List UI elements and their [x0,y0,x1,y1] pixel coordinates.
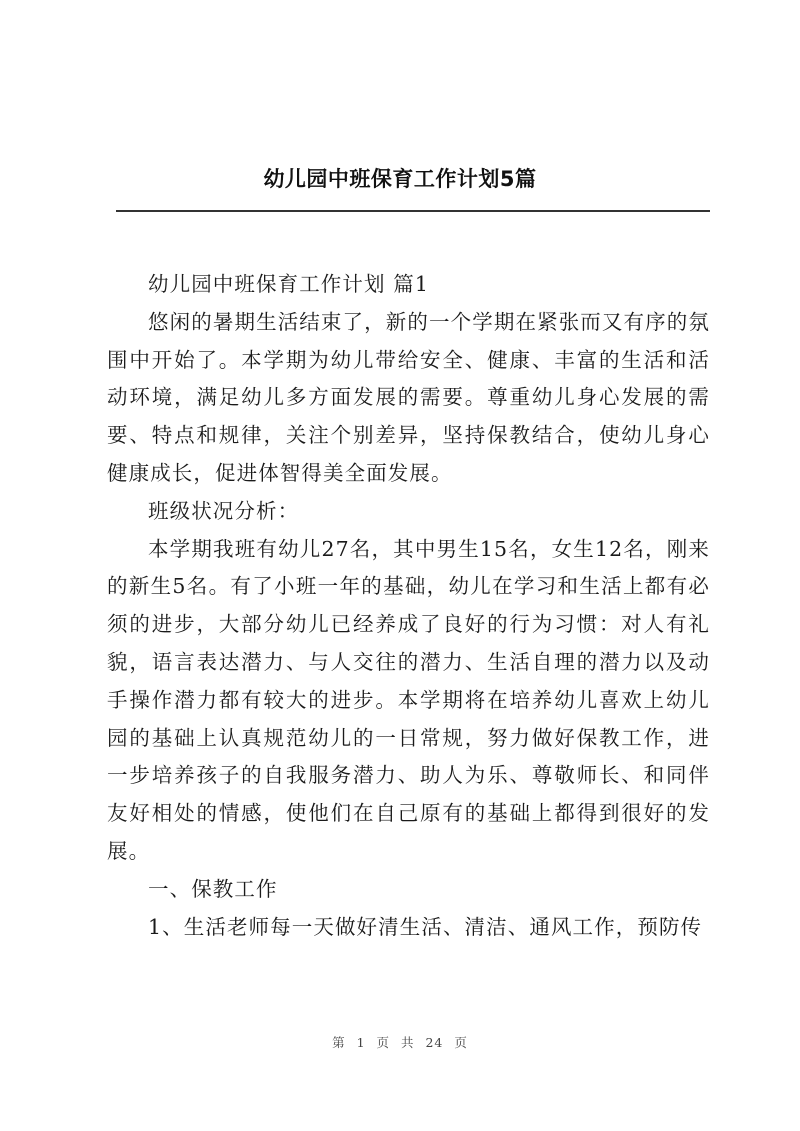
subheading: 一、保教工作 [148,876,278,901]
body-paragraph: 1、生活老师每一天做好清生活、清洁、通风工作，预防传 [148,914,703,939]
body-paragraph: 悠闲的暑期生活结束了，新的一个学期在紧张而又有序的氛围中开始了。本学期为幼儿带给安全、健康、丰富的生活和活动环境，满足幼儿多方面发展的需要。尊重幼儿身心发展的需要、特点和规律，关注个别差异，坚持保教结合，使幼儿身心健康成长，促进体智得美全面发展。 [107,309,710,485]
document-title: 幼儿园中班保育工作计划5篇 [263,167,537,191]
page-number-footer: 第 1 页 共 24 页 [332,1035,468,1050]
section-heading: 幼儿园中班保育工作计划 篇1 [148,272,429,296]
document-body [107,266,710,946]
title-underline [116,210,710,212]
subheading: 班级状况分析： [148,498,300,523]
body-paragraph: 本学期我班有幼儿27名，其中男生15名，女生12名，刚来的新生5名。有了小班一年的基础，幼儿在学习和生活上都有必须的进步，大部分幼儿已经养成了良好的行为习惯：对人有礼貌，语言表达潜力、与人交往的潜力、生活自理的潜力以及动手操作潜力都有较大的进步。本学期将在培养幼儿喜欢上幼儿园的基础上认真规范幼儿的一日常规，努力做好保教工作，进一步培养孩子的自我服务潜力、助人为乐、尊敬师长、和同伴友好相处的情感，使他们在自己原有的基础上都得到很好的发展。 [107,536,710,863]
